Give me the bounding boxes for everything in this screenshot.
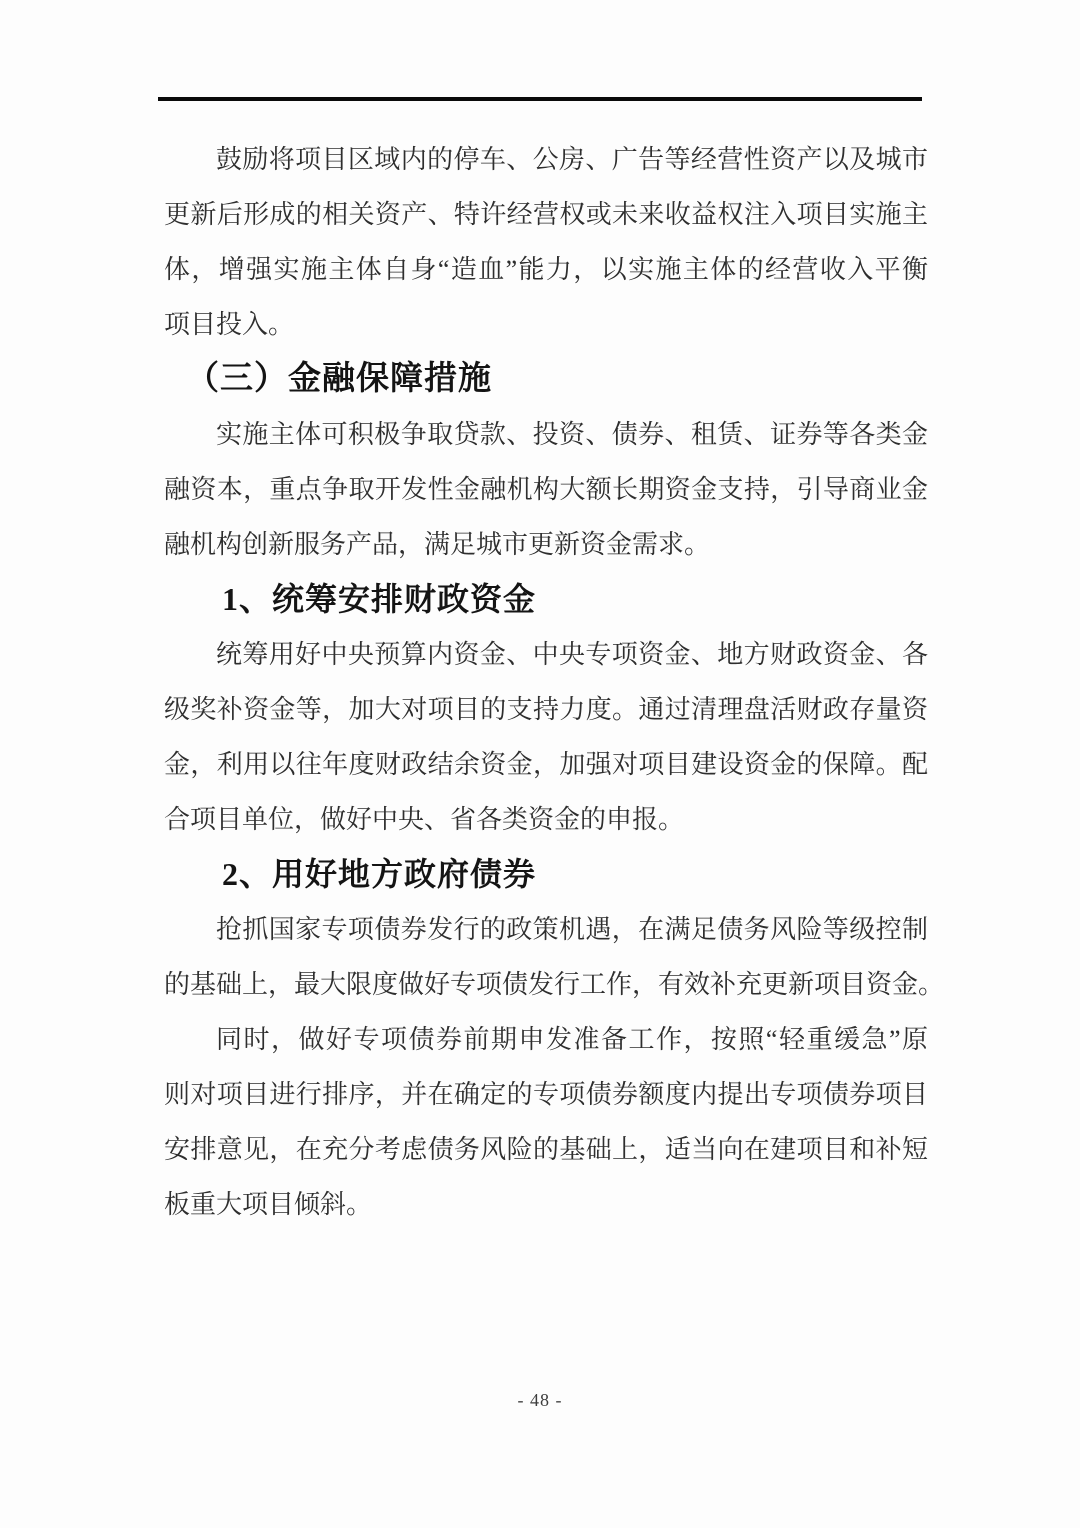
body-line: 项目投入。 (164, 310, 295, 339)
paragraph (164, 627, 928, 847)
header-rule (158, 97, 922, 101)
sub-heading-fiscal-funds: 1、统筹安排财政资金 (222, 581, 537, 617)
body-line: 安排意见，在充分考虑债务风险的基础上，适当向在建项目和补短 (164, 1135, 928, 1164)
body-line: 则对项目进行排序，并在确定的专项债券额度内提出专项债券项目 (164, 1080, 928, 1109)
page-number: - 48 - (517, 1390, 563, 1410)
body-line: 抢抓国家专项债券发行的政策机遇，在满足债务风险等级控制 (216, 915, 928, 944)
body-line: 统筹用好中央预算内资金、中央专项资金、地方财政资金、各 (216, 640, 928, 669)
section-heading-finance-guarantee: （三）金融保障措施 (186, 361, 492, 397)
body-line: 实施主体可积极争取贷款、投资、债券、租赁、证券等各类金 (216, 420, 928, 449)
paragraph (164, 132, 928, 352)
body-line: 板重大项目倾斜。 (164, 1190, 373, 1219)
page-content (164, 132, 945, 1232)
body-line: 合项目单位，做好中央、省各类资金的申报。 (164, 805, 685, 834)
body-line: 融资本，重点争取开发性金融机构大额长期资金支持，引导商业金 (164, 475, 928, 504)
body-line: 体，增强实施主体自身“造血”能力，以实施主体的经营收入平衡 (164, 255, 928, 284)
body-line: 的基础上，最大限度做好专项债发行工作，有效补充更新项目资金。 (164, 970, 945, 999)
sub-heading-local-gov-bonds: 2、用好地方政府债券 (222, 856, 537, 892)
body-line: 金，利用以往年度财政结余资金，加强对项目建设资金的保障。配 (164, 750, 928, 779)
paragraph (164, 902, 945, 1012)
body-line: 更新后形成的相关资产、特许经营权或未来收益权注入项目实施主 (164, 200, 928, 229)
paragraph (164, 1012, 928, 1232)
body-line: 级奖补资金等，加大对项目的支持力度。通过清理盘活财政存量资 (164, 695, 928, 724)
body-line: 鼓励将项目区域内的停车、公房、广告等经营性资产以及城市 (216, 145, 928, 174)
body-line: 融机构创新服务产品，满足城市更新资金需求。 (164, 530, 711, 559)
paragraph (164, 407, 928, 572)
body-line: 同时，做好专项债券前期申发准备工作，按照“轻重缓急”原 (216, 1025, 928, 1054)
